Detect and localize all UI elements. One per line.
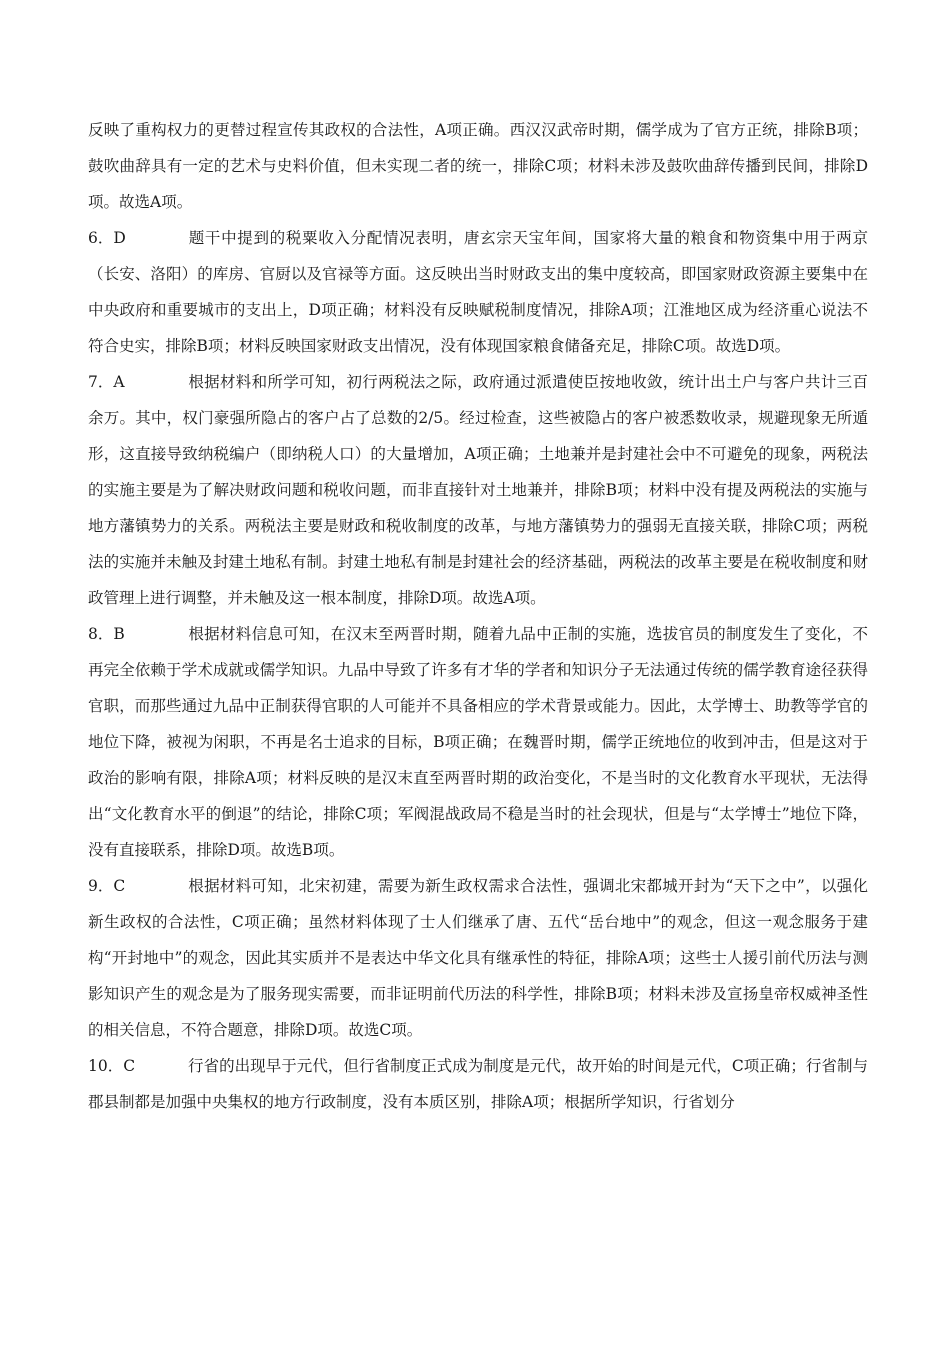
intro-paragraph: 反映了重构权力的更替过程宣传其政权的合法性，A项正确。西汉汉武帝时期，儒学成为了官方正统，排除B项；鼓吹曲辞具有一定的艺术与史料价值，但未实现二者的统一，排除C项；材料未涉及鼓吹曲辞传播到民间，排除D项。故选A项。 [88, 121, 868, 211]
item-explanation: 根据材料可知，北宋初建，需要为新生政权需求合法性，强调北宋都城开封为“天下之中”，以强化新生政权的合法性，C项正确；虽然材料体现了士人们继承了唐、五代“岳台地中”的观念，但这一观念服务于建构“开封地中”的观念，因此其实质并不是表达中华文化具有继承性的特征，排除A项；这些士人援引前代历法与测影知识产生的观念是为了服务现实需要，而非证明前代历法的科学性，排除B项；材料未涉及宣扬皇帝权威神圣性的相关信息，不符合题意，排除D项。故选C项。 [88, 877, 868, 1039]
answer-item-9 [88, 868, 868, 1048]
item-number: 8．B [88, 625, 125, 643]
answer-item-6 [88, 220, 868, 364]
item-number: 10．C [88, 1057, 136, 1075]
item-explanation: 根据材料信息可知，在汉末至两晋时期，随着九品中正制的实施，选拔官员的制度发生了变化，不再完全依赖于学术成就或儒学知识。九品中导致了许多有才华的学者和知识分子无法通过传统的儒学教育途径获得官职，而那些通过九品中正制获得官职的人可能并不具备相应的学术背景或能力。因此，太学博士、助教等学官的地位下降，被视为闲职，不再是名士追求的目标，B项正确；在魏晋时期，儒学正统地位的收到冲击，但是这对于政治的影响有限，排除A项；材料反映的是汉末直至两晋时期的政治变化，不是当时的文化教育水平现状，无法得出“文化教育水平的倒退”的结论，排除C项；军阀混战政局不稳是当时的社会现状，但是与“太学博士”地位下降，没有直接联系，排除D项。故选B项。 [88, 625, 868, 859]
item-explanation: 根据材料和所学可知，初行两税法之际，政府通过派遣使臣按地收敛，统计出土户与客户共计三百余万。其中，权门豪强所隐占的客户占了总数的2/5。经过检查，这些被隐占的客户被悉数收录，规避现象无所遁形，这直接导致纳税编户（即纳税人口）的大量增加，A项正确；土地兼并是封建社会中不可避免的现象，两税法的实施主要是为了解决财政问题和税收问题，而非直接针对土地兼并，排除B项；材料中没有提及两税法的实施与地方藩镇势力的关系。两税法主要是财政和税收制度的改革，与地方藩镇势力的强弱无直接关联，排除C项；两税法的实施并未触及封建土地私有制。封建土地私有制是封建社会的经济基础，两税法的改革主要是在税收制度和财政管理上进行调整，并未触及这一根本制度，排除D项。故选A项。 [88, 373, 868, 607]
item-explanation: 行省的出现早于元代，但行省制度正式成为制度是元代，故开始的时间是元代，C项正确；行省制与郡县制都是加强中央集权的地方行政制度，没有本质区别，排除A项；根据所学知识，行省划分 [88, 1057, 868, 1111]
item-number: 9．C [88, 877, 126, 895]
answer-explanations [88, 112, 868, 1120]
item-number: 6．D [88, 229, 126, 247]
answer-item-8 [88, 616, 868, 868]
item-number: 7．A [88, 373, 125, 391]
answer-item-7 [88, 364, 868, 616]
answer-item-10 [88, 1048, 868, 1120]
item-explanation: 题干中提到的税粟收入分配情况表明，唐玄宗天宝年间，国家将大量的粮食和物资集中用于两京（长安、洛阳）的库房、官厨以及官禄等方面。这反映出当时财政支出的集中度较高，即国家财政资源主要集中在中央政府和重要城市的支出上，D项正确；材料没有反映赋税制度情况，排除A项；江淮地区成为经济重心说法不符合史实，排除B项；材料反映国家财政支出情况，没有体现国家粮食储备充足，排除C项。故选D项。 [88, 229, 868, 355]
